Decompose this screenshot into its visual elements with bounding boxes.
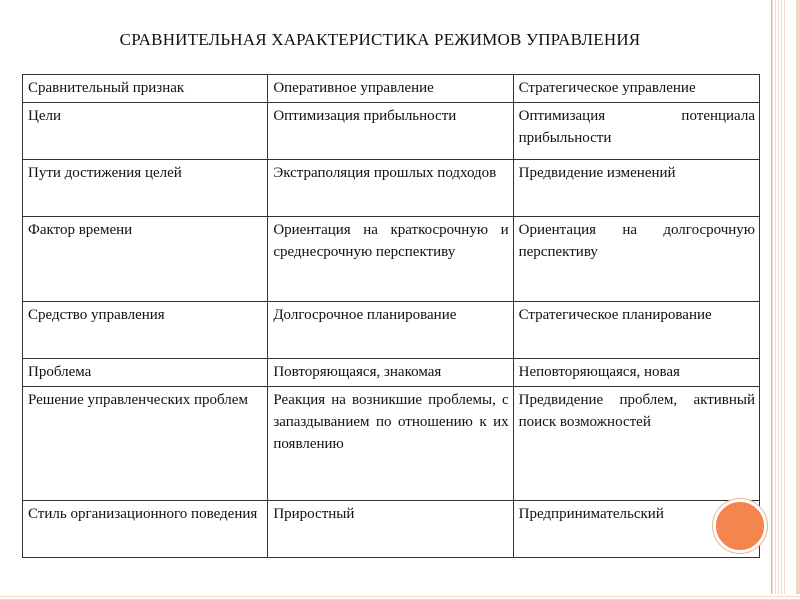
table-cell: Оптимизация потенциала прибыльности — [513, 103, 759, 160]
table-cell: Приростный — [268, 501, 513, 558]
table-cell: Ориентация на долгосрочную перспективу — [513, 217, 759, 302]
table-cell: Оптимизация прибыльности — [268, 103, 513, 160]
table-cell: Цели — [23, 103, 268, 160]
header-cell: Стратегическое управление — [513, 75, 759, 103]
table-cell: Предвидение изменений — [513, 160, 759, 217]
page-title: СРАВНИТЕЛЬНАЯ ХАРАКТЕРИСТИКА РЕЖИМОВ УПРАВЛЕНИЯ — [119, 30, 641, 49]
table-row — [23, 217, 760, 302]
table-cell: Стратегическое планирование — [513, 302, 759, 359]
table-cell: Неповторяющаяся, новая — [513, 359, 759, 387]
table-cell: Средство управления — [23, 302, 268, 359]
header-cell: Сравнительный признак — [23, 75, 268, 103]
table-cell: Долгосрочное планирование — [268, 302, 513, 359]
table-cell: Решение управленческих проблем — [23, 387, 268, 501]
table-cell: Проблема — [23, 359, 268, 387]
table-cell: Предвидение проблем, активный поиск возможностей — [513, 387, 759, 501]
table-cell: Экстраполяция прошлых подходов — [268, 160, 513, 217]
decorative-frame-edge — [796, 0, 800, 600]
decorative-orange-circle — [713, 499, 767, 553]
table-row — [23, 103, 760, 160]
table-cell: Предпринимательский — [513, 501, 759, 558]
decorative-frame-stripe — [771, 0, 786, 600]
table-cell: Фактор времени — [23, 217, 268, 302]
decorative-bottom-band — [0, 594, 800, 600]
table-row — [23, 501, 760, 558]
table-row — [23, 160, 760, 217]
table-cell: Пути достижения целей — [23, 160, 268, 217]
table-cell: Реакция на возникшие проблемы, с запаздыванием по отношению к их появлению — [268, 387, 513, 501]
table-row — [23, 387, 760, 501]
table-row — [23, 302, 760, 359]
table-cell: Повторяющаяся, знакомая — [268, 359, 513, 387]
header-cell: Оперативное управление — [268, 75, 513, 103]
table-cell: Стиль организационного поведения — [23, 501, 268, 558]
table-row — [23, 359, 760, 387]
comparison-table — [22, 74, 760, 558]
table-cell: Ориентация на краткосрочную и среднесрочную перспективу — [268, 217, 513, 302]
table-header-row — [23, 75, 760, 103]
